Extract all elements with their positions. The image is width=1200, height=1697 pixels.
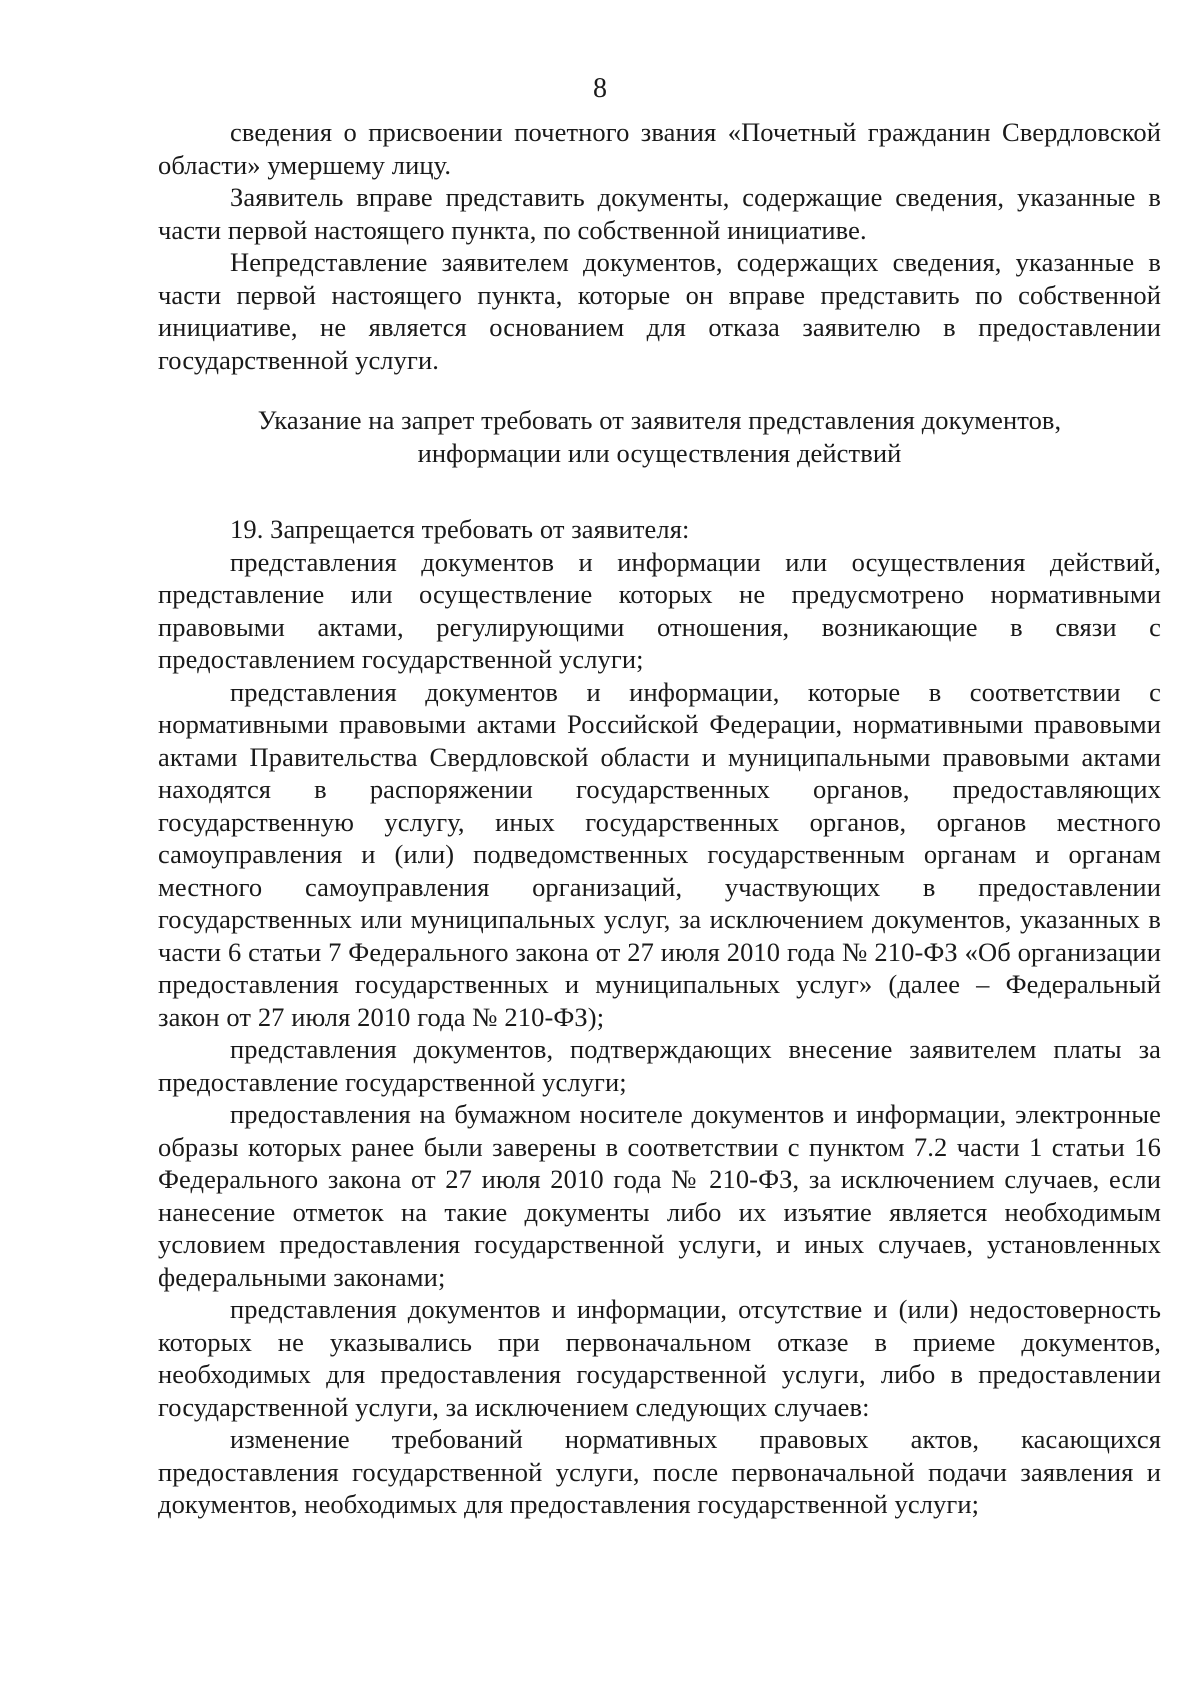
paragraph-exception-changed-requirements: изменение требований нормативных правовых актов, касающихся предоставления государственной услуги, после первоначальной подачи заявления и документов, необходимых для предоставления государственной услуги; [158, 1424, 1161, 1519]
paragraph-prohibition-held-documents: представления документов и информации, которые в соответствии с нормативными правовыми актами Российской Федерации, нормативными правовыми актами Правительства Свердловской области и муниципальными правовыми актами находятся в распоряжении государственных органов, предоставляющих государственную услугу, иных государственных органов, органов местного самоуправления и (или) подведомственных государственным органам и органам местного самоуправления организаций, участвующих в предоставлении государственных или муниципальных услуг, за исключением документов, указанных в части 6 статьи 7 Федерального закона от 27 июля 2010 года № 210-ФЗ «Об организации предоставления государственных и муниципальных услуг» (далее – Федеральный закон от 27 июля 2010 года № 210-ФЗ); [158, 676, 1161, 1032]
document-body [158, 116, 1161, 1521]
section-heading-line-1: Указание на запрет требовать от заявителя представления документов, [257, 405, 1062, 435]
paragraph-item-19: 19. Запрещается требовать от заявителя: [230, 514, 690, 544]
paragraph-prohibition-unstated-defects: представления документов и информации, отсутствие и (или) недостоверность которых не указывались при первоначальном отказе в приеме документов, необходимых для предоставления государственной услуги, либо в предоставлении государственной услуги, за исключением следующих случаев: [158, 1294, 1161, 1422]
page-number: 8 [593, 73, 607, 104]
paragraph-applicant-right: Заявитель вправе представить документы, содержащие сведения, указанные в части первой настоящего пункта, по собственной инициативе. [158, 182, 1161, 245]
section-heading [158, 404, 1161, 469]
paragraph-prohibition-paper-copies: предоставления на бумажном носителе документов и информации, электронные образы которых ранее были заверены в соответствии с пунктом 7.2 части 1 статьи 16 Федерального закона от 27 июля 2010 года № 210-ФЗ, за исключением случаев, если нанесение отметок на такие документы либо их изъятие является необходимым условием предоставления государственной услуги, и иных случаев, установленных федеральными законами; [158, 1099, 1161, 1292]
paragraph-prohibition-payment-proof: представления документов, подтверждающих внесение заявителем платы за предоставление государственной услуги; [158, 1034, 1161, 1097]
paragraph-prohibition-unregulated: представления документов и информации или осуществления действий, представление или осуществление которых не предусмотрено нормативными правовыми актами, регулирующими отношения, возникающие в связи с предоставлением государственной услуги; [158, 546, 1161, 674]
paragraph-honorary-citizen-info: сведения о присвоении почетного звания «Почетный гражданин Свердловской области» умершему лицу. [158, 117, 1161, 180]
section-heading-line-2: информации или осуществления действий [417, 437, 902, 468]
paragraph-non-submission: Непредставление заявителем документов, содержащих сведения, указанные в части первой настоящего пункта, которые он вправе представить по собственной инициативе, не является основанием для отказа заявителю в предоставлении государственной услуги. [158, 247, 1161, 375]
